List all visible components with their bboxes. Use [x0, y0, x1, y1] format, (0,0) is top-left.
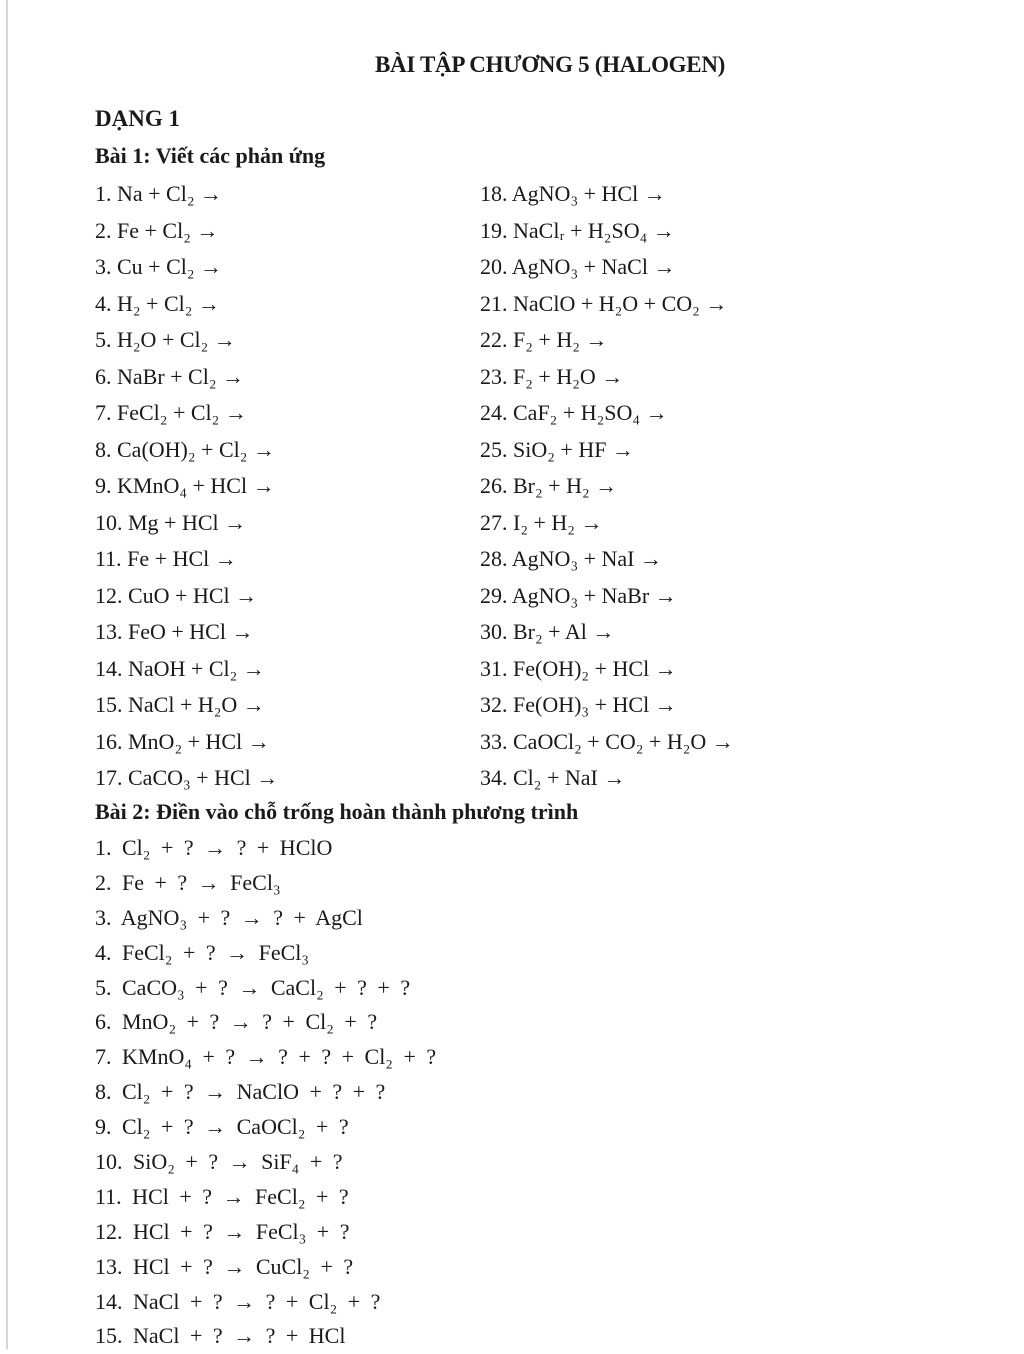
- reaction-item: 22. F₂ + H₂ →: [480, 327, 608, 352]
- bai2-heading: Bài 2: Điền vào chỗ trống hoàn thành phương trình: [95, 799, 579, 824]
- reaction-item: 27. I₂ + H₂ →: [480, 509, 603, 535]
- fill-blank-item: 7. KMnO₄ + ? → ? + ? + Cl₂ + ?: [95, 1044, 437, 1070]
- reaction-item: 11. Fe + HCl →: [95, 546, 237, 571]
- reaction-item: 20. AgNO₃ + NaCl →: [480, 254, 676, 279]
- fill-blank-item: 14. NaCl + ? → ? + Cl₂ + ?: [95, 1288, 381, 1314]
- reaction-item: 5. H₂O + Cl₂ →: [95, 327, 236, 352]
- reaction-item: 18. AgNO₃ + HCl →: [480, 181, 666, 206]
- reaction-item: 14. NaOH + Cl₂ →: [95, 655, 265, 681]
- reaction-item: 33. CaOCl₂ + CO₂ + H₂O →: [480, 728, 734, 754]
- fill-blank-item: 5. CaCO₃ + ? → CaCl₂ + ? + ?: [95, 974, 411, 1000]
- reaction-item: 34. Cl₂ + NaI →: [480, 765, 626, 790]
- reaction-item: 13. FeO + HCl →: [95, 619, 254, 644]
- fill-blank-item: 12. HCl + ? → FeCl₃ + ?: [95, 1218, 350, 1244]
- reaction-item: 1. Na + Cl₂ →: [95, 181, 223, 206]
- reaction-item: 3. Cu + Cl₂ →: [95, 254, 223, 279]
- reaction-item: 15. NaCl + H₂O →: [95, 692, 265, 717]
- reaction-item: 24. CaF₂ + H₂SO₄ →: [480, 400, 668, 425]
- bai1-right-column: [480, 176, 734, 797]
- bai1-heading: Bài 1: Viết các phản ứng: [95, 143, 326, 168]
- reaction-item: 17. CaCO₃ + HCl →: [95, 765, 279, 790]
- fill-blank-item: 2. Fe + ? → FeCl₃: [95, 869, 281, 895]
- fill-blank-item: 1. Cl₂ + ? → ? + HClO: [95, 835, 333, 860]
- fill-blank-item: 3. AgNO₃ + ? → ? + AgCl: [95, 904, 363, 930]
- fill-blank-item: 8. Cl₂ + ? → NaClO + ? + ?: [95, 1079, 386, 1105]
- reaction-item: 10. Mg + HCl →: [95, 509, 247, 535]
- page-edge-rule: [6, 0, 8, 1349]
- reaction-item: 23. F₂ + H₂O →: [480, 363, 624, 389]
- fill-blank-item: 6. MnO₂ + ? → ? + Cl₂ + ?: [95, 1009, 378, 1035]
- fill-blank-item: 15. NaCl + ? → ? + HCl: [95, 1323, 346, 1349]
- reaction-item: 16. MnO₂ + HCl →: [95, 728, 270, 754]
- reaction-item: 30. Br₂ + Al →: [480, 619, 615, 644]
- fill-blank-item: 10. SiO₂ + ? → SiF₄ + ?: [95, 1149, 343, 1175]
- bai2-column: [95, 831, 436, 1354]
- reaction-item: 19. NaClᵣ + H₂SO₄ →: [480, 217, 675, 243]
- reaction-item: 8. Ca(OH)₂ + Cl₂ →: [95, 436, 275, 462]
- reaction-item: 29. AgNO₃ + NaBr →: [480, 582, 677, 608]
- fill-blank-item: 11. HCl + ? → FeCl₂ + ?: [95, 1183, 349, 1209]
- reaction-item: 21. NaClO + H₂O + CO₂ →: [480, 290, 728, 316]
- reaction-item: 4. H₂ + Cl₂ →: [95, 290, 220, 316]
- reaction-item: 2. Fe + Cl₂ →: [95, 217, 219, 243]
- reaction-item: 28. AgNO₃ + NaI →: [480, 546, 663, 571]
- bai1-left-column: [95, 176, 278, 797]
- reaction-item: 7. FeCl₂ + Cl₂ →: [95, 400, 247, 425]
- reaction-item: 32. Fe(OH)₃ + HCl →: [480, 692, 677, 717]
- reaction-item: 12. CuO + HCl →: [95, 582, 258, 608]
- fill-blank-item: 9. Cl₂ + ? → CaOCl₂ + ?: [95, 1114, 349, 1140]
- document-title: BÀI TẬP CHƯƠNG 5 (HALOGEN): [374, 52, 725, 77]
- fill-blank-item: 13. HCl + ? → CuCl₂ + ?: [95, 1253, 354, 1279]
- reaction-item: 9. KMnO₄ + HCl →: [95, 473, 275, 498]
- reaction-item: 6. NaBr + Cl₂ →: [95, 363, 245, 389]
- reaction-item: 25. SiO₂ + HF →: [480, 436, 634, 462]
- reaction-item: 31. Fe(OH)₂ + HCl →: [480, 655, 677, 681]
- reaction-item: 26. Br₂ + H₂ →: [480, 473, 618, 498]
- section-label: DẠNG 1: [95, 106, 180, 131]
- fill-blank-item: 4. FeCl₂ + ? → FeCl₃: [95, 939, 310, 965]
